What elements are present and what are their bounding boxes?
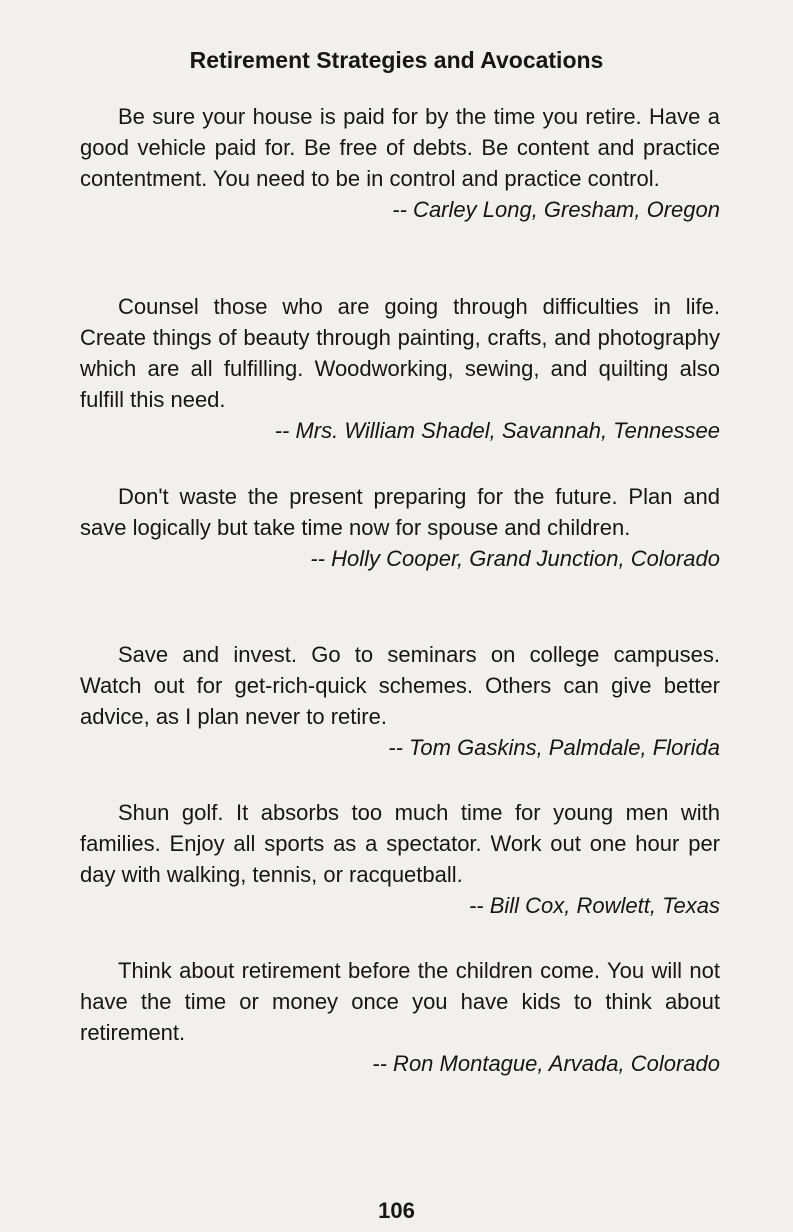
quote-text: Think about retirement before the children come. You will not have the time or money once you have kids to think about retirement. — [80, 958, 720, 1045]
quote-attribution: -- Holly Cooper, Grand Junction, Colorado — [310, 546, 720, 571]
quote-attribution: -- Carley Long, Gresham, Oregon — [392, 197, 720, 222]
quote-text: Don't waste the present preparing for the future. Plan and save logically but take time now for spouse and children. — [80, 484, 720, 540]
quote-block — [80, 639, 720, 763]
quote-attribution: -- Mrs. William Shadel, Savannah, Tennessee — [274, 418, 720, 443]
page-title: Retirement Strategies and Avocations — [189, 47, 604, 73]
quote-attribution: -- Tom Gaskins, Palmdale, Florida — [388, 735, 720, 760]
quote-block — [80, 797, 720, 921]
quote-block — [80, 101, 720, 225]
quote-text: Shun golf. It absorbs too much time for young men with families. Enjoy all sports as a spectator. Work out one hour per day with walking, tennis, or racquetball. — [80, 800, 720, 887]
quote-block — [80, 955, 720, 1079]
quote-attribution: -- Bill Cox, Rowlett, Texas — [468, 893, 720, 918]
quote-text: Counsel those who are going through difficulties in life. Create things of beauty through painting, crafts, and photography which are all fulfilling. Woodworking, sewing, and quilting also fulfill this need. — [80, 294, 720, 412]
quote-text: Save and invest. Go to seminars on college campuses. Watch out for get-rich-quick schemes. Others can give better advice, as I plan never to retire. — [80, 642, 720, 729]
page-number: 106 — [378, 1198, 415, 1223]
quote-block — [80, 291, 720, 446]
quote-attribution: -- Ron Montague, Arvada, Colorado — [372, 1051, 720, 1076]
quote-text: Be sure your house is paid for by the time you retire. Have a good vehicle paid for. Be free of debts. Be content and practice contentment. You need to be in control and practice control. — [80, 104, 720, 191]
quote-block — [80, 481, 720, 574]
